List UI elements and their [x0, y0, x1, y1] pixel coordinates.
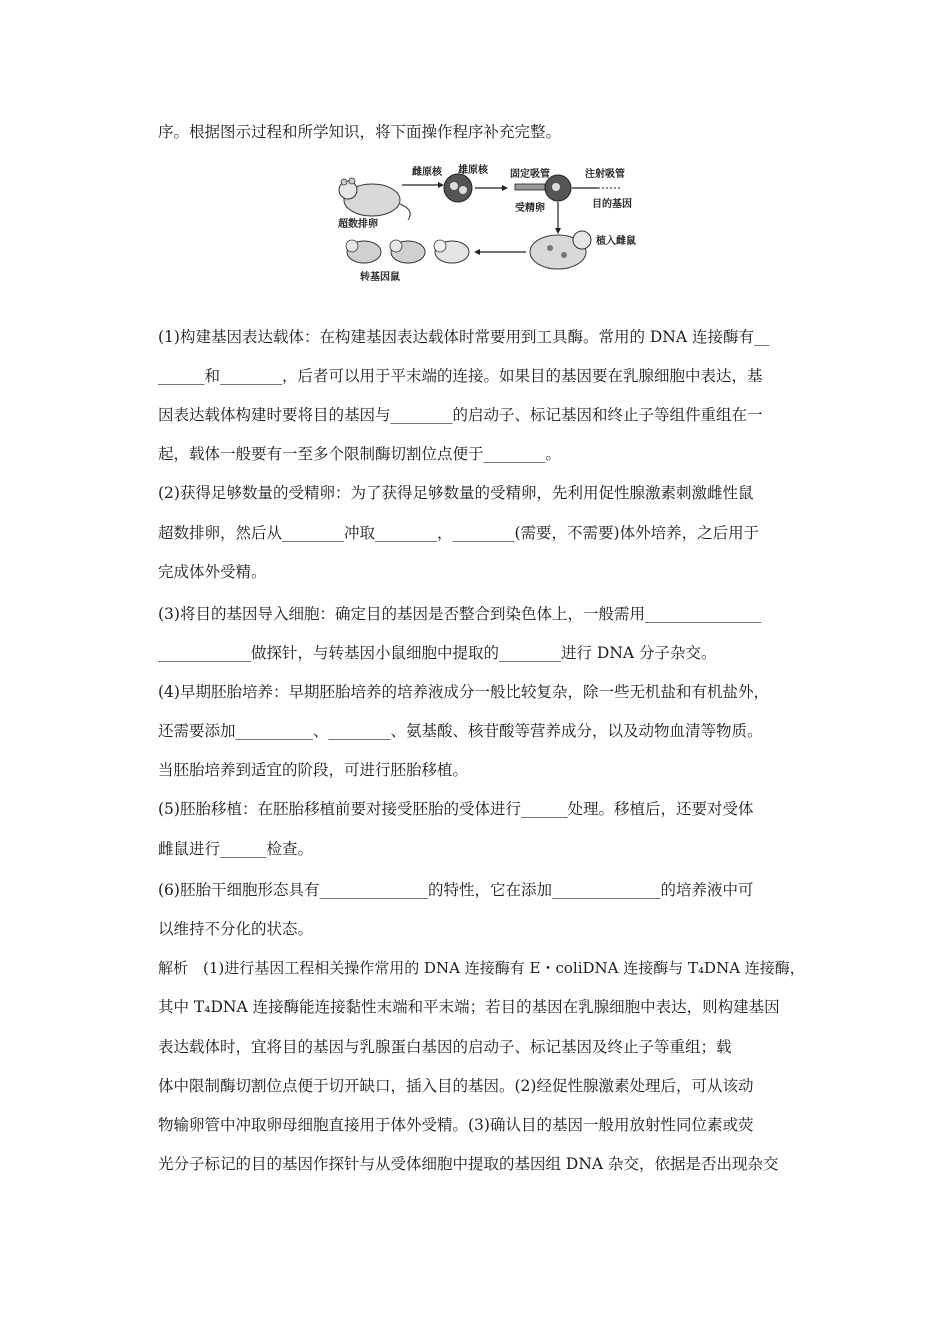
label-superovulation: 超数排卵	[338, 219, 378, 230]
text-line: 超数排卵，然后从________冲取________，________(需要，不需要)体外培养，之后用于	[158, 524, 760, 542]
text-line: (4)早期胚胎培养：早期胚胎培养的培养液成分一般比较复杂，除一些无机盐和有机盐外，	[158, 683, 769, 701]
text-line: 光分子标记的目的基因作探针与从受体细胞中提取的基因组 DNA 杂交，依据是否出现杂交	[158, 1155, 779, 1173]
text-line: 起，载体一般要有一至多个限制酶切割位点便于________。	[158, 445, 562, 463]
label-target-gene: 目的基因	[592, 199, 632, 210]
text-line: 表达载体时，宜将目的基因与乳腺蛋白基因的启动子、标记基因及终止子等重组；载	[158, 1038, 732, 1056]
recipient-mouse-icon	[530, 231, 591, 269]
label-zygote: 受精卵	[515, 203, 545, 214]
text-line: (6)胚胎干细胞形态具有______________的特性，它在添加______________的培养液中可	[158, 881, 754, 899]
transgenic-mice-icon	[346, 240, 469, 263]
text-line: 因表达载体构建时要将目的基因与________的启动子、标记基因和终止子等组件重组在一	[158, 406, 763, 424]
text-line: 还需要添加__________、________、氨基酸、核苷酸等营养成分，以及动物血清等物质。	[158, 722, 763, 740]
text-line: 其中 T₄DNA 连接酶能连接黏性末端和平末端；若目的基因在乳腺细胞中表达，则构建基因	[158, 998, 780, 1016]
label-transgenic-mouse: 转基因鼠	[360, 272, 400, 283]
label-male-pronucleus: 雄原核	[458, 165, 488, 176]
label-holding-pipette: 固定吸管	[510, 169, 550, 180]
intro-text: 序。根据图示过程和所学知识，将下面操作程序补充完整。	[158, 123, 562, 141]
text-line: 解析 (1)进行基因工程相关操作常用的 DNA 连接酶有 E・coliDNA 连接酶与 T₄DNA 连接酶，	[158, 959, 805, 977]
donor-mouse-icon	[339, 178, 410, 220]
label-female-pronucleus: 雌原核	[412, 167, 442, 178]
text-line: (2)获得足够数量的受精卵：为了获得足够数量的受精卵，先利用促性腺激素刺激雌性鼠	[158, 484, 754, 502]
text-line: ______和________，后者可以用于平末端的连接。如果目的基因要在乳腺细胞中表达，基	[158, 367, 763, 385]
text-line: 当胚胎培养到适宜的阶段，可进行胚胎移植。	[158, 761, 469, 779]
text-line: 物输卵管中冲取卵母细胞直接用于体外受精。(3)确认目的基因一般用放射性同位素或荧	[158, 1116, 754, 1134]
text-line: 体中限制酶切割位点便于切开缺口，插入目的基因。(2)经促性腺激素处理后，可从该动	[158, 1077, 754, 1095]
text-line: 完成体外受精。	[158, 563, 267, 581]
pronucleus-cell-icon	[444, 174, 472, 202]
text-line: (3)将目的基因导入细胞：确定目的基因是否整合到染色体上，一般需用_______________	[158, 605, 762, 623]
label-implant-female: 植入雌鼠	[596, 236, 636, 247]
text-line: (1)构建基因表达载体：在构建基因表达载体时常要用到工具酶。常用的 DNA 连接酶有__	[158, 328, 770, 346]
text-line: (5)胚胎移植：在胚胎移植前要对接受胚胎的受体进行______处理。移植后，还要对受体	[158, 800, 754, 818]
text-line: ____________做探针，与转基因小鼠细胞中提取的________进行 DNA 分子杂交。	[158, 644, 717, 662]
label-injection-pipette: 注射吸管	[585, 169, 625, 180]
text-line: 以维持不分化的状态。	[158, 920, 314, 938]
transgenic-mouse-diagram	[330, 160, 650, 290]
text-line: 雌鼠进行______检查。	[158, 840, 314, 858]
